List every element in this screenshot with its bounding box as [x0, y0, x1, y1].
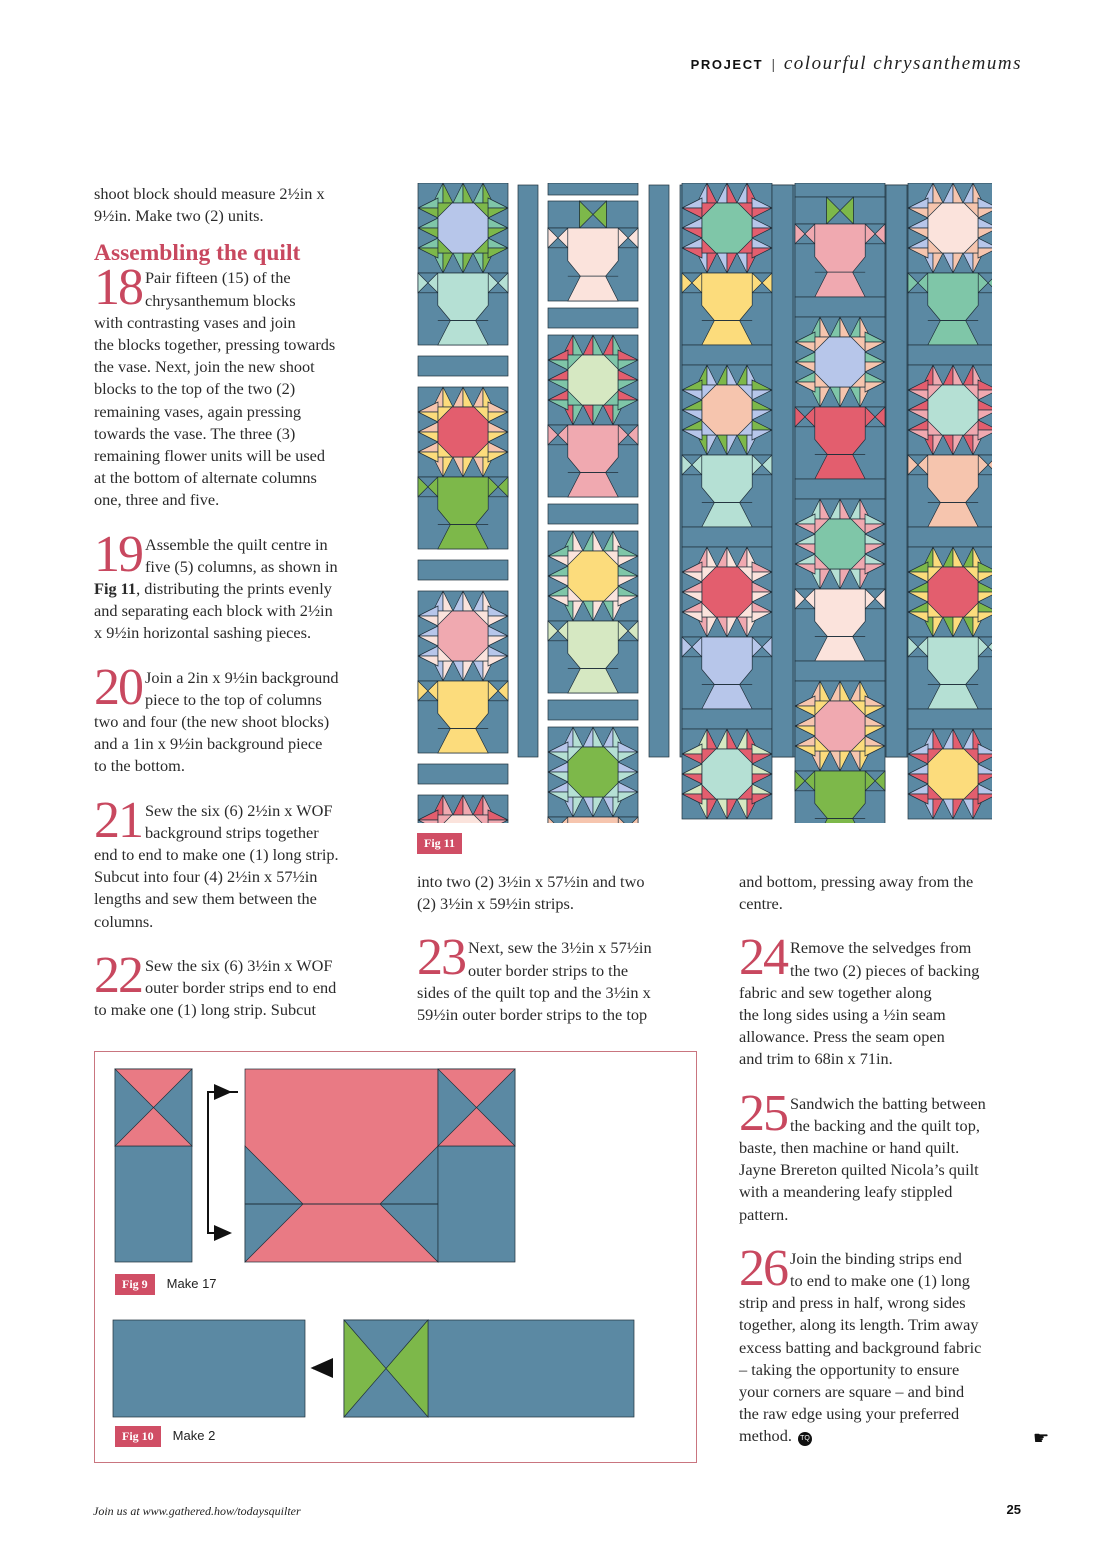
chrysanthemum-block	[908, 183, 992, 273]
step-line: the backing and the quilt top,	[790, 1115, 980, 1135]
section-heading: Assembling the quilt	[94, 240, 301, 267]
step-line: piece to the top of columns	[145, 689, 322, 709]
step-line: – taking the opportunity to ensure	[739, 1359, 960, 1379]
shoot-vase-block	[548, 201, 638, 301]
step-line: background strips together	[145, 822, 319, 842]
step-line: end to end to make one (1) long strip.	[94, 845, 339, 865]
chrysanthemum-block	[418, 183, 508, 273]
vase-block	[908, 637, 992, 709]
intro-line-2: 9½in. Make two (2) units.	[94, 206, 264, 226]
step-line: Remove the selvedges from	[790, 938, 972, 958]
fig-11-quilt-assembly-diagram	[416, 183, 992, 823]
shoot-vase-block	[795, 197, 885, 297]
step-line: excess batting and background fabric	[739, 1337, 982, 1357]
chrysanthemum-block	[795, 317, 885, 407]
step-line: 59½in outer border strips to the top	[417, 1005, 648, 1025]
step-number: 18	[94, 259, 142, 317]
vase-block	[548, 425, 638, 497]
header-kicker: PROJECT	[690, 57, 764, 72]
quilt-column-1	[418, 183, 508, 823]
step-19	[94, 525, 394, 645]
step-line: with a meandering leafy stippled	[739, 1182, 953, 1202]
step-line: baste, then machine or hand quilt.	[739, 1138, 960, 1158]
vase-bowl	[568, 817, 618, 823]
sashing-strip	[418, 356, 508, 376]
step-line: blocks to the top of the two (2)	[94, 379, 296, 399]
step-line: allowance. Press the seam open	[739, 1027, 945, 1047]
fig-11-reference: Fig 11	[94, 579, 137, 599]
step-line: Next, sew the 3½in x 57½in	[468, 938, 652, 958]
vertical-sashing-strip	[772, 185, 793, 757]
step-line-fragment: , distributing the prints evenly	[136, 579, 332, 599]
vase-block	[418, 477, 508, 549]
intro-line-1: shoot block should measure 2½in x	[94, 184, 325, 203]
vase-bowl	[702, 637, 752, 685]
background-rectangle	[113, 1320, 305, 1417]
fig-11-label: Fig 11	[417, 833, 462, 854]
flower-center	[815, 337, 865, 387]
vase-bowl	[568, 228, 618, 276]
step-line: the vase. Next, join the new shoot	[94, 357, 315, 377]
step-25	[739, 1084, 1039, 1226]
flower-center	[568, 551, 618, 601]
sashing-strip	[418, 764, 508, 784]
step-line: outer border strips to the	[468, 960, 629, 980]
vase-bowl	[702, 273, 752, 321]
pointing-hand-icon: ☛	[1033, 1428, 1050, 1448]
sashing-strip	[682, 345, 772, 365]
vase-block	[682, 637, 772, 709]
fig-9-shoot-vase-diagram	[115, 1069, 515, 1262]
step-21	[94, 791, 394, 933]
step-number: 25	[739, 1084, 787, 1142]
step-line: at the bottom of alternate columns	[94, 468, 317, 488]
step-line: Sandwich the batting between	[790, 1093, 986, 1113]
step-line: to make one (1) long strip. Subcut	[94, 1000, 317, 1020]
flower-center	[928, 203, 978, 253]
step-line-fragment: method.	[739, 1426, 792, 1446]
sashing-strip	[682, 709, 772, 729]
sashing-strip	[795, 661, 885, 681]
chrysanthemum-block	[795, 499, 885, 589]
flower-center	[702, 567, 752, 617]
step-number: 22	[94, 946, 142, 1004]
running-header	[691, 53, 1022, 75]
vertical-sashing-strip	[649, 185, 669, 757]
vase-block	[418, 273, 508, 345]
sashing-strip	[682, 527, 772, 547]
vase-block	[795, 407, 885, 479]
step-line: Assemble the quilt centre in	[145, 534, 328, 554]
vase-block	[418, 681, 508, 753]
step-24	[739, 929, 1039, 1070]
step-line: to the bottom.	[94, 756, 185, 776]
sashing-strip	[795, 297, 885, 317]
vase-bowl	[928, 455, 978, 503]
sashing-strip	[548, 308, 638, 328]
sashing-strip	[908, 345, 992, 365]
step-line: the long sides using a ½in seam	[739, 1005, 946, 1025]
step-line: the blocks together, pressing towards	[94, 335, 336, 355]
quilt-column-5	[908, 183, 992, 819]
step-line: (2) 3½in x 59½in strips.	[417, 894, 574, 914]
vase-block	[548, 817, 638, 823]
step-number: 20	[94, 658, 142, 716]
step-number: 24	[739, 929, 787, 987]
header-subtitle: colourful chrysanthemums	[783, 53, 1022, 74]
vase-block	[682, 273, 772, 345]
sashing-strip	[795, 479, 885, 499]
fig-11-caption	[417, 833, 462, 854]
step-line: towards the vase. The three (3)	[94, 423, 296, 443]
step-line: lengths and sew them between the	[94, 889, 317, 909]
chrysanthemum-block	[548, 335, 638, 425]
vase-bowl	[438, 477, 488, 525]
step-line: pattern.	[739, 1204, 789, 1224]
vase-block	[682, 455, 772, 527]
sashing-strip	[908, 709, 992, 729]
middle-text-column	[417, 871, 717, 1026]
step-line: with contrasting vases and join	[94, 312, 296, 332]
fig-9-10-diagrams	[95, 1052, 695, 1462]
step-line: Join the binding strips end	[790, 1248, 962, 1268]
chrysanthemum-block	[908, 365, 992, 455]
vase-bowl	[568, 621, 618, 669]
sashing-strip	[548, 700, 638, 720]
step-line: columns.	[94, 911, 154, 931]
step-line: the raw edge using your preferred	[739, 1404, 960, 1424]
step-line: x 9½in horizontal sashing pieces.	[94, 623, 312, 643]
fig-10-shoot-diagram	[113, 1320, 634, 1417]
vase-bowl	[815, 224, 865, 272]
chrysanthemum-block	[682, 729, 772, 819]
step-line: chrysanthemum blocks	[145, 290, 296, 310]
step-line: and bottom, pressing away from the	[739, 872, 974, 891]
step-line: Subcut into four (4) 2½in x 57½in	[94, 867, 318, 887]
fig-9-label: Fig 9	[115, 1274, 155, 1295]
vase-bowl	[702, 455, 752, 503]
vase-bowl	[815, 589, 865, 637]
sashing-strip	[418, 560, 508, 580]
top-background-strip	[548, 183, 638, 195]
vase-bowl	[928, 637, 978, 685]
step-18	[94, 259, 394, 511]
vase-block	[548, 621, 638, 693]
vase-bowl	[438, 273, 488, 321]
vase-bowl	[815, 771, 865, 819]
step-line: Pair fifteen (15) of the	[145, 268, 291, 288]
flower-center	[568, 747, 618, 797]
chrysanthemum-block	[908, 729, 992, 819]
flower-center	[702, 385, 752, 435]
vase-block	[795, 589, 885, 661]
chrysanthemum-block	[418, 387, 508, 477]
join-arrow-icon	[208, 1092, 238, 1233]
step-line: five (5) columns, as shown in	[145, 556, 338, 576]
step-line: remaining flower units will be used	[94, 446, 326, 466]
flower-center	[438, 203, 488, 253]
step-line: outer border strips end to end	[145, 978, 337, 998]
quilt-column-3	[682, 183, 772, 819]
footer-website: Join us at www.gathered.how/todaysquilter	[93, 1504, 301, 1518]
step-line	[94, 578, 394, 600]
step-line: to end to make one (1) long	[790, 1271, 970, 1291]
step-23	[417, 929, 717, 1026]
step-line: and a 1in x 9½in background piece	[94, 734, 323, 754]
step-line: remaining vases, again pressing	[94, 401, 302, 421]
flower-center	[438, 407, 488, 457]
sashing-strip	[908, 527, 992, 547]
step-line: sides of the quilt top and the 3½in x	[417, 982, 651, 1002]
quilt-column-4	[795, 183, 885, 823]
step-line: and trim to 68in x 71in.	[739, 1049, 893, 1069]
fig-9-make-count: Make 17	[166, 1276, 217, 1291]
chrysanthemum-block	[548, 727, 638, 817]
step-number: 19	[94, 525, 142, 583]
vase-bowl	[815, 407, 865, 455]
vase-block	[908, 273, 992, 345]
chrysanthemum-block	[908, 547, 992, 637]
header-separator: |	[771, 56, 776, 72]
right-text-column	[739, 871, 1039, 1448]
vase-bowl	[568, 425, 618, 473]
chrysanthemum-block	[682, 365, 772, 455]
flower-center	[438, 611, 488, 661]
step-line: Sew the six (6) 3½in x WOF	[145, 955, 333, 975]
step-line	[739, 1425, 1039, 1447]
step-line: together, along its length. Trim away	[739, 1315, 979, 1335]
top-background-strip	[795, 183, 885, 197]
vase-block	[795, 771, 885, 823]
step-line: Sew the six (6) 2½in x WOF	[145, 800, 333, 820]
step-line: into two (2) 3½in x 57½in and two	[417, 872, 645, 891]
step-line: fabric and sew together along	[739, 982, 932, 1002]
vase-block	[908, 455, 992, 527]
flower-center	[928, 749, 978, 799]
step-26	[739, 1239, 1039, 1448]
step-number: 21	[94, 791, 142, 849]
step-line: two and four (the new shoot blocks)	[94, 712, 330, 732]
vase-bowl	[928, 273, 978, 321]
step-line: centre.	[739, 894, 783, 914]
left-text-column	[94, 183, 394, 1022]
end-of-article-badge-icon: TQ	[798, 1432, 812, 1446]
flower-center	[815, 701, 865, 751]
step-line: the two (2) pieces of backing	[790, 960, 980, 980]
step-line: Join a 2in x 9½in background	[145, 667, 339, 687]
step-line: Jayne Brereton quilted Nicola’s quilt	[739, 1160, 979, 1180]
flower-center	[928, 567, 978, 617]
vertical-sashing-strip	[518, 185, 538, 757]
sashing-strip	[548, 504, 638, 524]
vase-bowl	[438, 681, 488, 729]
fig-10-caption	[115, 1426, 215, 1447]
fig-9-caption	[115, 1274, 217, 1295]
fig-10-make-count: Make 2	[172, 1428, 216, 1443]
fig-10-label: Fig 10	[115, 1426, 161, 1447]
chrysanthemum-block	[548, 531, 638, 621]
chrysanthemum-block	[795, 681, 885, 771]
step-number: 23	[417, 929, 465, 987]
step-22	[94, 946, 394, 1022]
flower-center	[702, 203, 752, 253]
flower-center	[815, 519, 865, 569]
page-number: 25	[1006, 1502, 1021, 1517]
step-line: strip and press in half, wrong sides	[739, 1293, 966, 1313]
chrysanthemum-block	[682, 547, 772, 637]
step-line: and separating each block with 2½in	[94, 601, 333, 621]
step-number: 26	[739, 1239, 787, 1297]
step-line: your corners are square – and bind	[739, 1382, 965, 1402]
fig-9-10-box	[94, 1051, 697, 1463]
chrysanthemum-block	[418, 795, 508, 823]
chrysanthemum-block	[682, 183, 772, 273]
flower-center	[702, 749, 752, 799]
flower-center	[928, 385, 978, 435]
step-20	[94, 658, 394, 778]
flower-center	[568, 355, 618, 405]
chrysanthemum-block	[418, 591, 508, 681]
vertical-sashing-strip	[886, 185, 907, 757]
step-line: one, three and five.	[94, 490, 220, 510]
quilt-column-2	[548, 183, 638, 823]
